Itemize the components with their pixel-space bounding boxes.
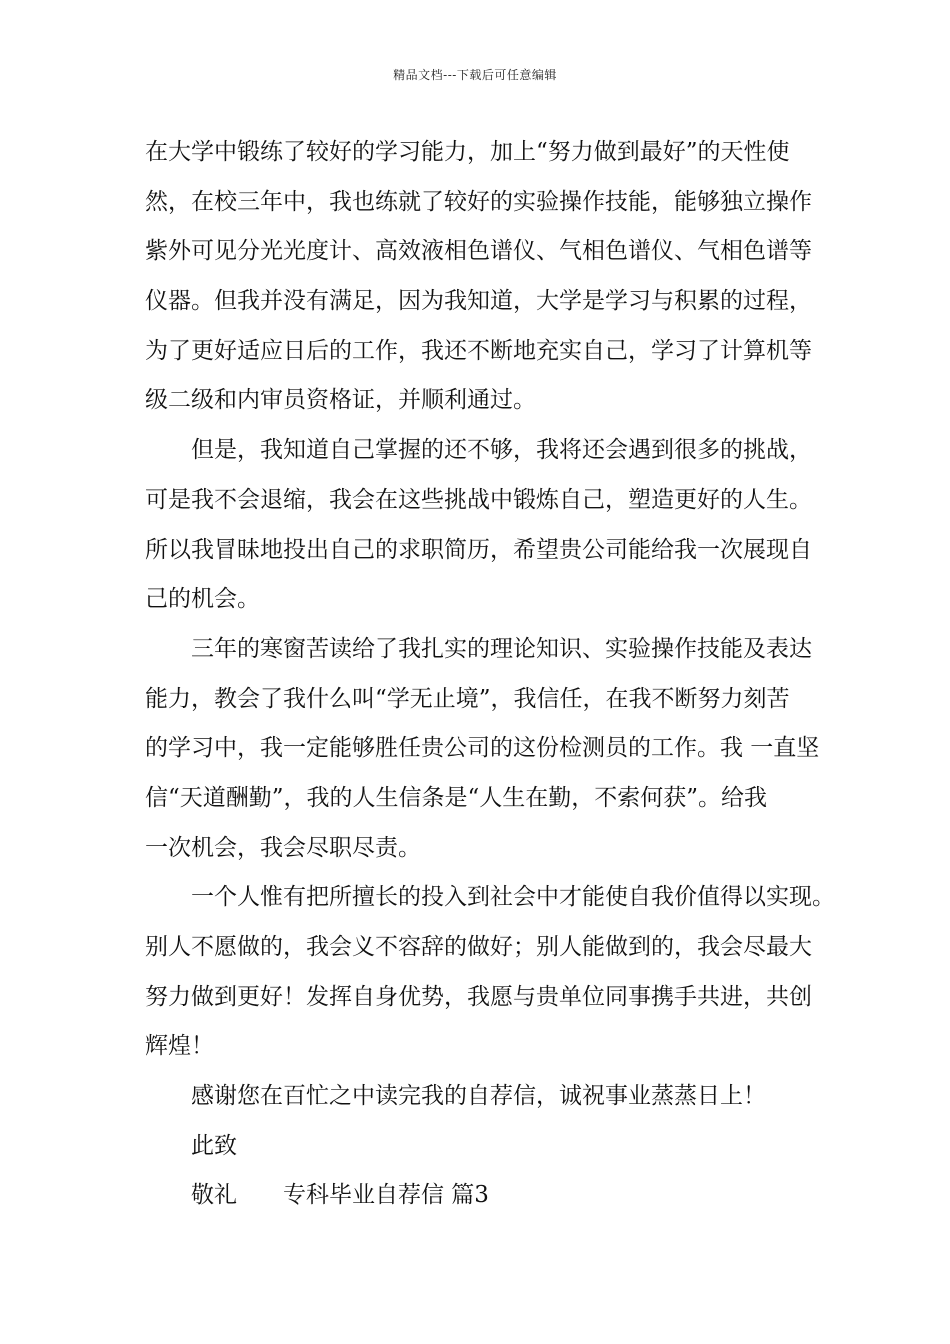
next-section-title: 专科毕业自荐信 篇3 [283,1182,489,1209]
paragraph-line: 所以我冒昧地投出自己的求职简历，希望贵公司能给我一次展现自 [145,536,812,563]
paragraph-line: 但是，我知道自己掌握的还不够，我将还会遇到很多的挑战， [191,437,812,464]
paragraph-line: 级二级和内审员资格证，并顺利通过。 [145,387,536,414]
letter-body [145,132,835,1225]
paragraph-line: 辉煌！ [145,1033,214,1060]
paragraph-line: 一个人惟有把所擅长的投入到社会中才能使自我价值得以实现。 [191,884,835,911]
closing-salutation-line [145,1175,815,1225]
paragraph-line: 一次机会，我会尽职尽责。 [145,834,421,861]
paragraph-line: 紫外可见分光光度计、高效液相色谱仪、气相色谱仪、气相色谱等 [145,238,812,265]
paragraph-line: 仪器。但我并没有满足，因为我知道，大学是学习与积累的过程， [145,288,812,315]
paragraph-line: 的学习中，我一定能够胜任贵公司的这份检测员的工作。我 一直坚 [145,735,820,762]
paragraph-line: 可是我不会退缩，我会在这些挑战中锻炼自己，塑造更好的人生。 [145,486,812,513]
paragraph-line: 努力做到更好！发挥自身优势，我愿与贵单位同事携手共进，共创 [145,983,812,1010]
paragraph-line: 信“天道酬勤”，我的人生信条是“人生在勤，不索何获”。给我 [145,784,768,811]
paragraph-line: 别人不愿做的，我会义不容辞的做好；别人能做到的，我会尽最大 [145,934,812,960]
paragraph-line: 在大学中锻练了较好的学习能力，加上“努力做到最好”的天性使 [145,139,790,165]
paragraph-line: 为了更好适应日后的工作，我还不断地充实自己，学习了计算机等 [145,337,812,364]
salutation: 敬礼 [191,1182,237,1209]
paragraph-line: 己的机会。 [145,586,260,613]
paragraph-line: 能力，教会了我什么叫“学无止境”，我信任，在我不断努力刻苦 [145,685,790,712]
paragraph-line: 三年的寒窗苦读给了我扎实的理论知识、实验操作技能及表达 [191,635,812,662]
closing-greeting: 此致 [191,1132,237,1159]
closing-thanks: 感谢您在百忙之中读完我的自荐信，诚祝事业蒸蒸日上！ [191,1083,766,1110]
page-header: 精品文档---下载后可任意编辑 [393,68,557,82]
paragraph-line: 然，在校三年中，我也练就了较好的实验操作技能，能够独立操作 [145,188,812,215]
